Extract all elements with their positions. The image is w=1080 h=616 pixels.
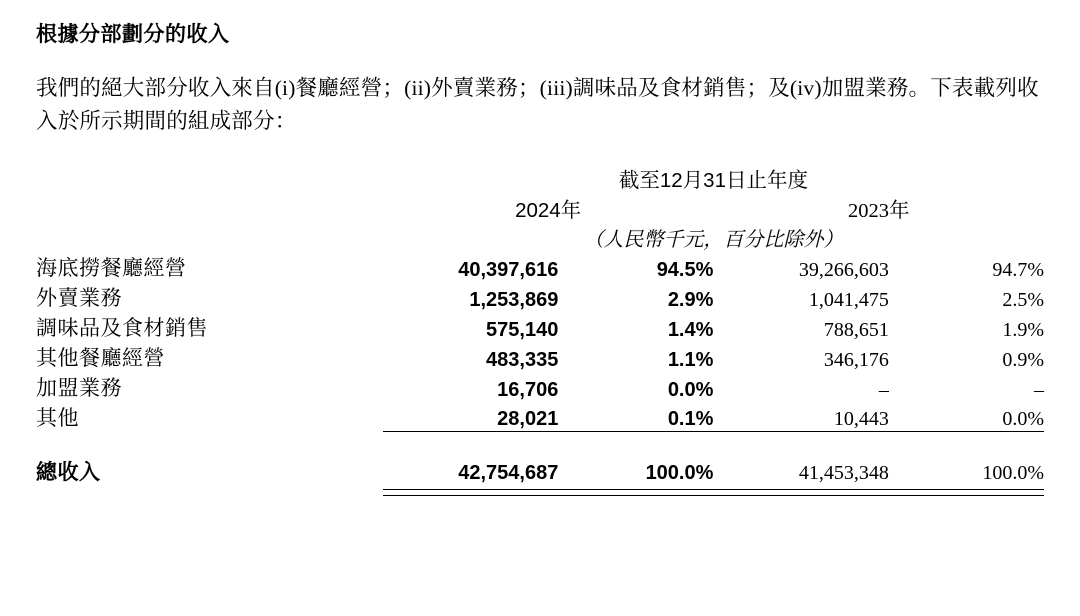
total-double-rule bbox=[36, 490, 1044, 496]
revenue-by-segment-table bbox=[36, 163, 1044, 497]
cell-amount-2024: 28,021 bbox=[383, 402, 558, 432]
cell-pct-2024: 2.9% bbox=[667, 288, 714, 311]
total-amount-2024: 42,754,687 bbox=[458, 462, 559, 485]
cell-amount-2023: 788,651 bbox=[823, 318, 889, 341]
cell-pct-2023: 2.5% bbox=[1002, 288, 1044, 311]
table-row bbox=[36, 372, 1044, 402]
cell-amount-2023: 346,176 bbox=[823, 348, 889, 371]
rule-spacer bbox=[36, 490, 383, 496]
table-row bbox=[36, 252, 1044, 282]
cell-pct-2023: 1.9% bbox=[1002, 318, 1044, 341]
table-header bbox=[36, 163, 1044, 252]
table-header-unit-row bbox=[36, 223, 1044, 252]
table-row bbox=[36, 402, 1044, 432]
header-spacer-2 bbox=[36, 193, 383, 223]
table-total-row bbox=[36, 432, 1044, 490]
cell-amount-2024: 1,253,869 bbox=[469, 288, 559, 311]
table-body bbox=[36, 252, 1044, 496]
cell-amount-2023: 39,266,603 bbox=[798, 258, 889, 281]
rule-pct-2023 bbox=[889, 490, 1044, 496]
cell-pct-2024: 1.1% bbox=[667, 348, 714, 371]
total-pct-2023: 100.0% bbox=[982, 462, 1044, 485]
cell-amount-2024: 16,706 bbox=[497, 378, 559, 401]
column-header-2024: 2024年 bbox=[515, 198, 582, 222]
cell-pct-2024: 1.4% bbox=[667, 318, 714, 341]
row-label: 加盟業務 bbox=[36, 375, 122, 400]
intro-paragraph: 我們的絕大部分收入來自(i)餐廳經營；(ii)外賣業務；(iii)調味品及食材銷售；及(iv)加盟業務。下表載列收入於所示期間的組成部分： bbox=[36, 76, 1039, 134]
column-header-2023: 2023年 bbox=[847, 199, 910, 222]
cell-amount-2023: 10,443 bbox=[713, 402, 888, 432]
cell-amount-2024: 40,397,616 bbox=[458, 258, 559, 281]
cell-amount-2024: 483,335 bbox=[486, 348, 559, 371]
row-label: 海底撈餐廳經營 bbox=[36, 255, 187, 280]
cell-amount-2023: – bbox=[878, 378, 889, 401]
rule-pct-2024 bbox=[558, 490, 713, 496]
rule-amount-2023 bbox=[713, 490, 888, 496]
rule-amount-2024 bbox=[383, 490, 558, 496]
page-title: 根據分部劃分的收入 bbox=[36, 23, 230, 46]
cell-amount-2024: 575,140 bbox=[486, 318, 559, 341]
cell-pct-2024: 94.5% bbox=[656, 258, 714, 281]
table-header-period-row bbox=[36, 163, 1044, 193]
unit-note: （人民幣千元，百分比除外） bbox=[583, 228, 844, 251]
row-label: 其他餐廳經營 bbox=[36, 345, 165, 370]
table-row bbox=[36, 312, 1044, 342]
header-spacer bbox=[36, 163, 383, 193]
table-row bbox=[36, 342, 1044, 372]
total-amount-2023: 41,453,348 bbox=[798, 462, 889, 485]
table-row bbox=[36, 282, 1044, 312]
total-label: 總收入 bbox=[36, 460, 101, 484]
cell-amount-2023: 1,041,475 bbox=[808, 288, 889, 311]
table-header-year-row bbox=[36, 193, 1044, 223]
cell-pct-2023: 94.7% bbox=[992, 258, 1044, 281]
cell-pct-2023: 0.0% bbox=[889, 402, 1044, 432]
row-label: 其他 bbox=[36, 405, 79, 430]
cell-pct-2024: 0.0% bbox=[667, 378, 714, 401]
row-label: 調味品及食材銷售 bbox=[36, 315, 208, 340]
cell-pct-2024: 0.1% bbox=[558, 402, 713, 432]
period-header: 截至12月31日止年度 bbox=[618, 168, 808, 192]
cell-pct-2023: – bbox=[1034, 378, 1044, 401]
cell-pct-2023: 0.9% bbox=[1002, 348, 1044, 371]
header-spacer-3 bbox=[36, 223, 383, 252]
row-label: 外賣業務 bbox=[36, 285, 122, 310]
total-pct-2024: 100.0% bbox=[645, 462, 714, 485]
